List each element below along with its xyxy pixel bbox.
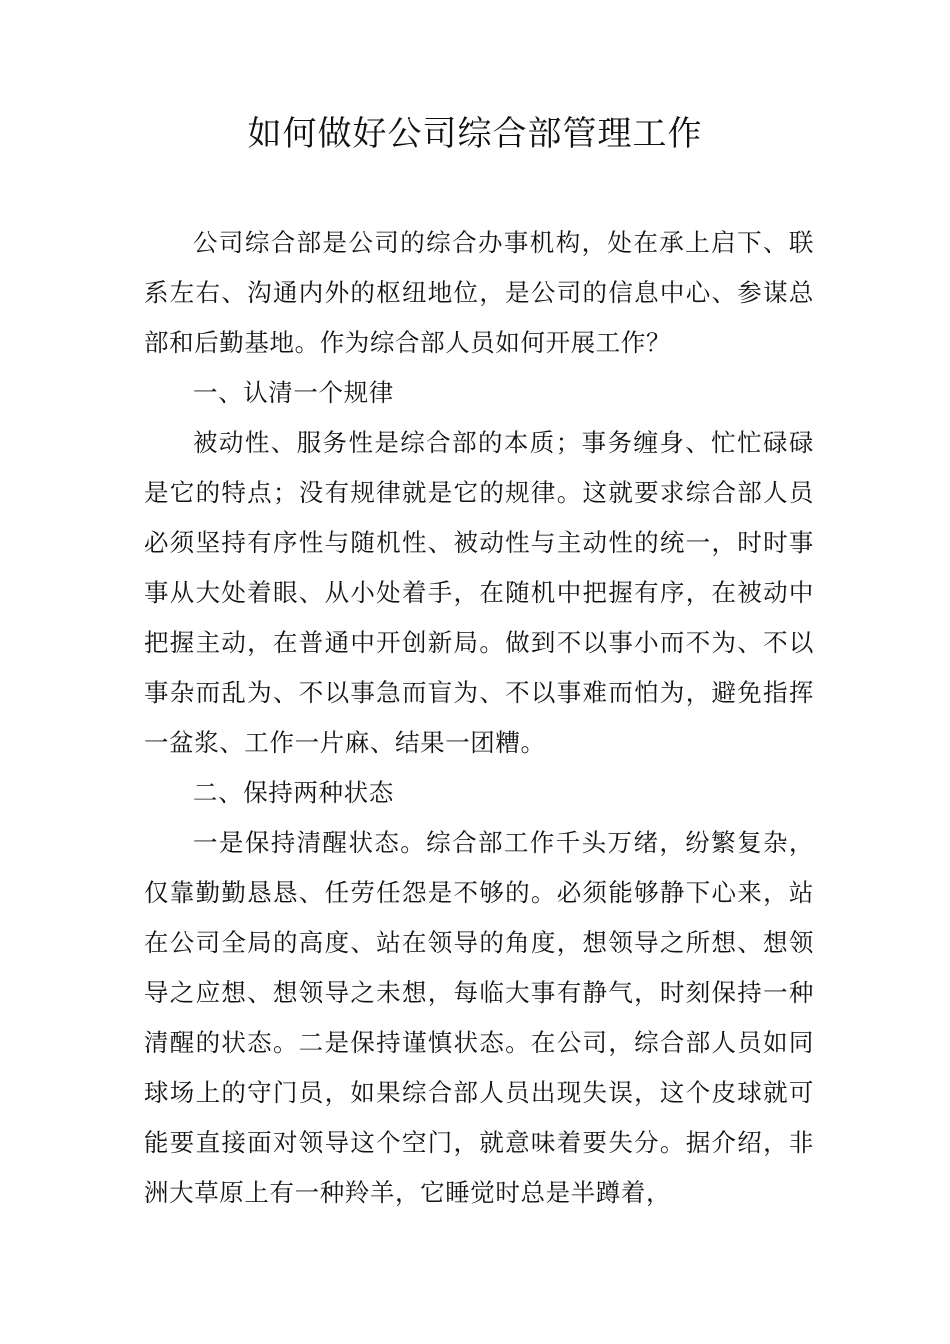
paragraph-section-2: 一是保持清醒状态。综合部工作千头万绪，纷繁复杂，仅靠勤勤恳恳、任劳任怨是不够的。必须能够静下心来，站在公司全局的高度、站在领导的角度，想领导之所想、想领导之应想、想领导之未想，每临大事有静气，时刻保持一种清醒的状态。二是保持谨慎状态。在公司，综合部人员如同球场上的守门员，如果综合部人员出现失误，这个皮球就可能要直接面对领导这个空门，就意味着要失分。据介绍，非洲大草原上有一种羚羊，它睡觉时总是半蹲着，	[144, 828, 814, 1207]
paragraph-intro: 公司综合部是公司的综合办事机构，处在承上启下、联系左右、沟通内外的枢纽地位，是公司的信息中心、参谋总部和后勤基地。作为综合部人员如何开展工作？	[144, 228, 814, 357]
document-title: 如何做好公司综合部管理工作	[247, 114, 703, 154]
section-heading-2: 二、保持两种状态	[193, 778, 394, 807]
document-body	[144, 218, 814, 1218]
paragraph-section-1: 被动性、服务性是综合部的本质；事务缠身、忙忙碌碌是它的特点；没有规律就是它的规律。这就要求综合部人员必须坚持有序性与随机性、被动性与主动性的统一，时时事事从大处着眼、从小处着手，在随机中把握有序，在被动中把握主动，在普通中开创新局。做到不以事小而不为、不以事杂而乱为、不以事急而盲为、不以事难而怕为，避免指挥一盆浆、工作一片麻、结果一团糟。	[144, 428, 814, 757]
section-heading-1: 一、认清一个规律	[193, 378, 394, 407]
